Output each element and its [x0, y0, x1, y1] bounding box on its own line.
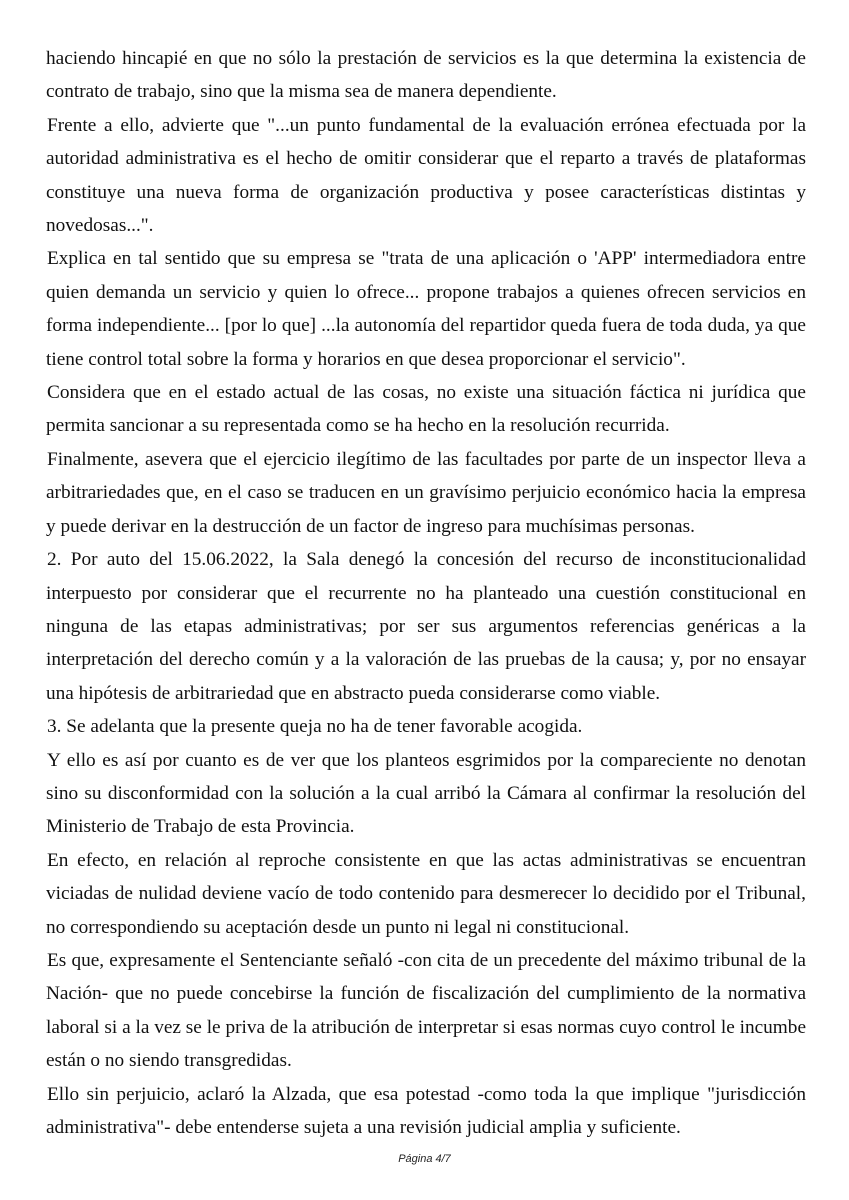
paragraph-5: [46, 443, 806, 543]
paragraph-5-text: Finalmente, asevera que el ejercicio ilegítimo de las facultades por parte de un inspector lleva a arbitrariedades que, en el caso se traducen en un gravísimo perjuicio económico hacia la empresa y puede derivar en la destrucción de un factor de ingreso para muchísimas personas.: [46, 448, 806, 537]
document-body: [46, 42, 806, 1144]
paragraph-9-text: En efecto, en relación al reproche consistente en que las actas administrativas se encuentran viciadas de nulidad deviene vacío de todo contenido para desmerecer lo decidido por el Tribunal, no correspondiendo su aceptación desde un punto ni legal ni constitucional.: [46, 849, 806, 938]
paragraph-8: [46, 744, 806, 844]
paragraph-1: [46, 42, 806, 109]
paragraph-7-text: 3. Se adelanta que la presente queja no ha de tener favorable acogida.: [47, 716, 583, 738]
paragraph-10: [46, 944, 806, 1078]
paragraph-6-text: 2. Por auto del 15.06.2022, la Sala denegó la concesión del recurso de inconstitucionalidad interpuesto por considerar que el recurrente no ha planteado una cuestión constitucional en ninguna de las etapas administrativas; por ser sus argumentos referencias genéricas a la interpretación del derecho común y a la valoración de las pruebas de la causa; y, por no ensayar una hipótesis de arbitrariedad que en abstracto pueda considerarse como viable.: [46, 549, 806, 704]
paragraph-4: [46, 376, 806, 443]
paragraph-8-text: Y ello es así por cuanto es de ver que los planteos esgrimidos por la compareciente no denotan sino su disconformidad con la solución a la cual arribó la Cámara al confirmar la resolución del Ministerio de Trabajo de esta Provincia.: [46, 749, 806, 838]
paragraph-3-text: Explica en tal sentido que su empresa se "trata de una aplicación o 'APP' intermediadora entre quien demanda un servicio y quien lo ofrece... propone trabajos a quienes ofrecen servicios en forma independiente... [por lo que] ...la autonomía del repartidor queda fuera de toda duda, ya que tiene control total sobre la forma y horarios en que desea proporcionar el servicio".: [46, 248, 806, 370]
paragraph-7: [46, 710, 806, 743]
paragraph-10-text: Es que, expresamente el Sentenciante señaló -con cita de un precedente del máximo tribunal de la Nación- que no puede concebirse la función de fiscalización del cumplimiento de la normativa laboral si a la vez se le priva de la atribución de interpretar si esas normas cuyo control le incumbe están o no siendo transgredidas.: [46, 949, 806, 1072]
paragraph-1-text: haciendo hincapié en que no sólo la prestación de servicios es la que determina la existencia de contrato de trabajo, sino que la misma sea de manera dependiente.: [46, 48, 806, 103]
paragraph-2: [46, 109, 806, 243]
paragraph-9: [46, 844, 806, 944]
paragraph-11-text: Ello sin perjuicio, aclaró la Alzada, que esa potestad -como toda la que implique "jurisdicción administrativa"- debe entenderse sujeta a una revisión judicial amplia y suficiente.: [46, 1083, 806, 1138]
paragraph-4-text: Considera que en el estado actual de las cosas, no existe una situación fáctica ni jurídica que permita sancionar a su representada como se ha hecho en la resolución recurrida.: [46, 382, 806, 437]
paragraph-3: [46, 242, 806, 376]
paragraph-11: [46, 1078, 806, 1145]
page-number-footer: Página 4/7: [398, 1153, 451, 1165]
paragraph-6: [46, 543, 806, 710]
paragraph-2-text: Frente a ello, advierte que "...un punto fundamental de la evaluación errónea efectuada por la autoridad administrativa es el hecho de omitir considerar que el reparto a través de plataformas constituye una nueva forma de organización productiva y posee características distintas y novedosas...".: [46, 114, 806, 237]
